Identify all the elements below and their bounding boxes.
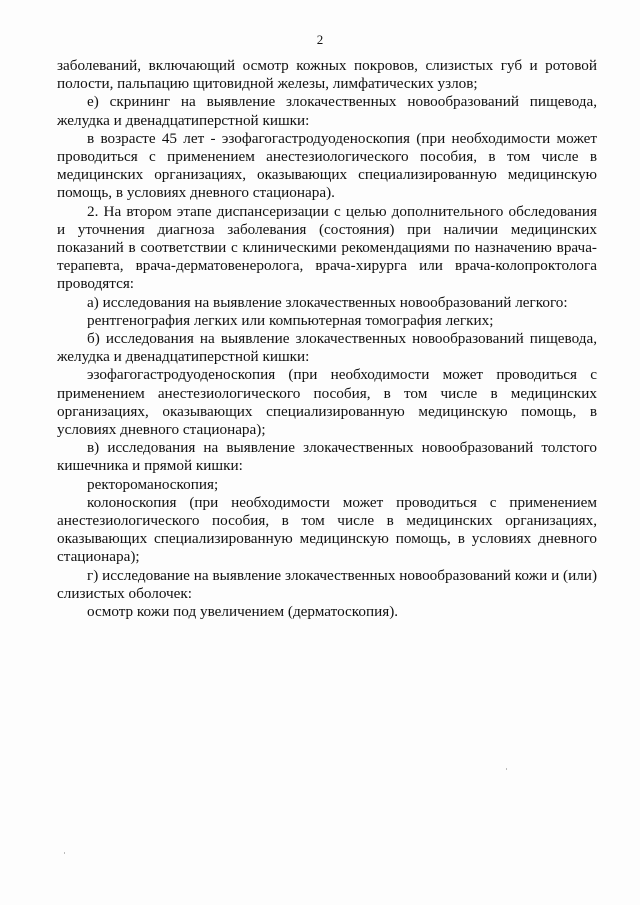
paragraph-age-45: в возрасте 45 лет - эзофагогастродуоденоскопия (при необходимости может проводиться с применением анестезиологического пособия, в том числе в медицинских организациях, оказывающих специализированную медицинскую помощь, в условиях дневного стационара).	[57, 129, 597, 202]
page-number: 2	[316, 32, 324, 47]
paragraph-item-b: б) исследования на выявление злокачественных новообразований пищевода, желудка и двенадцатиперстной кишки:	[57, 330, 597, 366]
paragraph-item-v: в) исследования на выявление злокачественных новообразований толстого кишечника и прямой кишки:	[57, 439, 597, 475]
paragraph-item-g: г) исследование на выявление злокачественных новообразований кожи и (или) слизистых оболочек:	[57, 566, 597, 602]
paragraph-continuation: заболеваний, включающий осмотр кожных покровов, слизистых губ и ротовой полости, пальпацию щитовидной железы, лимфатических узлов;	[57, 57, 597, 93]
paragraph-item-a: а) исследования на выявление злокачественных новообразований легкого:	[87, 293, 568, 311]
paragraph-colonoscopy: колоноскопия (при необходимости может проводиться с применением анестезиологического пособия, в том числе в медицинских организациях, оказывающих специализированную медицинскую помощь, в условиях дневного стационара);	[57, 493, 597, 566]
paragraph-rectoscopy: ректороманоскопия;	[87, 475, 219, 493]
document-body	[57, 57, 597, 621]
scan-speck	[506, 768, 507, 770]
paragraph-item-e: е) скрининг на выявление злокачественных новообразований пищевода, желудка и двенадцатиперстной кишки:	[57, 93, 597, 129]
paragraph-second-stage: 2. На втором этапе диспансеризации с целью дополнительного обследования и уточнения диагноза заболевания (состояния) при наличии медицинских показаний в соответствии с клиническими рекомендациями по назначению врача-терапевта, врача-дерматовенеролога, врача-хирурга или врача-колопроктолога проводятся:	[57, 202, 597, 293]
paragraph-lung-imaging: рентгенография легких или компьютерная томография легких;	[87, 311, 494, 329]
paragraph-egds: эзофагогастродуоденоскопия (при необходимости может проводиться с применением анестезиологического пособия, в том числе в медицинских организациях, оказывающих специализированную медицинскую помощь, в условиях дневного стационара);	[57, 366, 597, 439]
scan-speck	[64, 852, 65, 854]
paragraph-dermatoscopy: осмотр кожи под увеличением (дерматоскопия).	[87, 603, 399, 621]
